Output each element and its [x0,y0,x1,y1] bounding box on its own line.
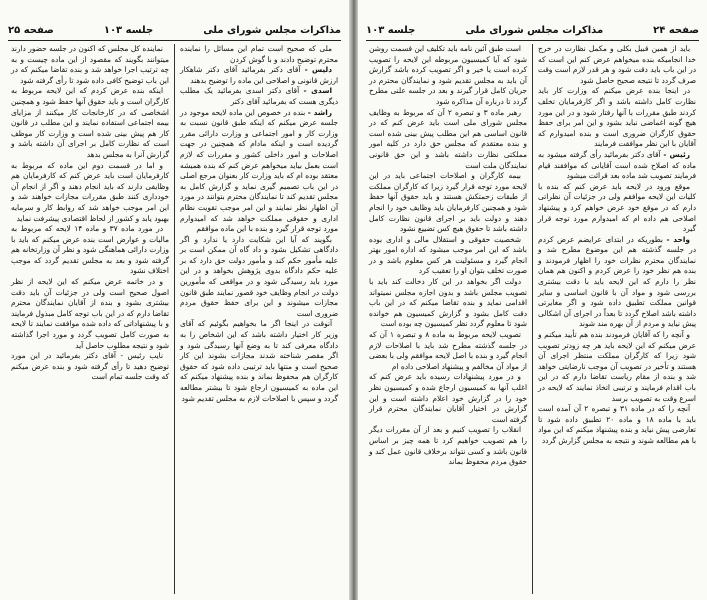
paragraph [538,404,696,446]
left-session-label: جلسه ۱۰۳ [103,24,154,36]
speaker-name: اسدی - [303,86,332,96]
paragraph [538,150,696,182]
paragraph [11,86,169,160]
paragraph-text: نایب رئیس - آقای دکتر بفرمائید در این مورد توضیح دهید تا رأی گرفته شود و بنده عرض میکنم که وقت جلسه تمام است [11,351,169,382]
right-page-columns [366,44,699,594]
paragraph [11,351,169,383]
paragraph [369,330,527,372]
right-column-1 [535,44,699,594]
paragraph [369,108,527,172]
paragraph [11,224,169,277]
paragraph [180,319,338,404]
paragraph-text: ملی که صحیح است تمام این مسائل را نماینده محترم توضیح دادند و با گوش کردن [180,44,338,64]
paragraph-text: آنوقت در اینجا اگر ما بخواهیم بگوئیم که آقای وزیر کار اختیار داشته باشد که این اشخاص را به دادگاه معرفی کند تا به وضع آنها رسیدگی شود و اگر مقصر شناخته شدند مجازات بشوند این کار صحیح است و منتها باید ترتیبی داده شود که حقوق کارگران هم محفوظ بماند و بنده پیشنهاد میکنم که این ماده به کمیسیون ارجاع شود تا بیشتر مطالعه گردد و سپس با اصلاحات لازم به مجلس تقدیم شود [180,319,338,403]
paragraph [538,44,696,86]
paragraph-text: باید از همین قبیل بکلی و مکمل نظارت در خرج خدا انجامیکه بنده میخواهم عرض کنم این است که در این باب باید دقت شود و هر قدر لازم است وقت صرف گردد تا نتیجه صحیح حاصل شود [538,44,696,85]
right-header-rule [366,40,699,41]
paragraph [11,277,169,351]
paragraph-text: موقع ورود در لایحه باید عرض کنم که بنده با کلیات این لایحه موافقم ولی در جزئیات آن نظراتی دارم که در موقع خود عرض خواهم کرد و پیشنهاد اصلاحی هم داده ام که امیدوارم مورد توجه قرار گیرد [538,181,696,234]
column-divider [532,44,533,594]
paragraph [369,277,527,330]
speaker-name: رئیس - [663,149,690,159]
paragraph-text: بنده در خصوص این ماده لایحه موجود در جلسه عرض میکنم که اینکه طبق قانون نسبت به وزارت کار و امور اجتماعی و وزارت دارائی مقرر گردیده است و اینکه مادام که همچنین در جهت اصلاحات و امور داخلی کشور و مقررات که لازم است بعمل بیاید میخواهم عرض کنم که بنده همیشه معتقد بوده ام که باید وزارت کار بعنوان مرجع اصلی در این باب تصمیم گیری نماید و گزارش کامل به مجلس تقدیم کند تا نمایندگان محترم بتوانند در مورد آن اظهار نظر نمایند و این امر موجب تقویت نظام اداری و حقوقی مملکت خواهد شد که امیدوارم مورد توجه قرار گیرد و بنده با این ماده موافقم [180,107,338,234]
paragraph [538,235,696,330]
paragraph-text: و اما در قسمت دوم این ماده که مربوط به کارفرمایان است باید عرض کنم که کارفرمایان هم وظایفی دارند که باید انجام دهند و اگر از انجام آن خودداری کنند طبق مقررات مجازات خواهند شد و این امر موجب خواهد شد که روابط کار و سرمایه بهبود یابد و کشور از لحاظ اقتصادی پیشرفت نماید [11,160,169,223]
paragraph [180,108,338,235]
paragraph [538,86,696,150]
paragraph [180,65,338,86]
paragraph-text: بیمه کارگران و اصلاحات اجتماعی باید در این لایحه مورد توجه قرار گیرد زیرا که کارگران مملکت از طبقات زحمتکش هستند و باید حقوق آنها حفظ شود و همچنین کارفرمایان باید وظایف خود را انجام دهند و دولت باید بر اجرای قانون نظارت کامل داشته باشد تا حقوق هیچ کس تضییع نشود [369,171,527,234]
paragraph-text: و در مورد پیشنهادات رسیده باید عرض کنم که اغلب آنها به کمیسیون ارجاع شده و کمیسیون نظر خود را در گزارش خود اعلام داشته است و این گزارش در اختیار آقایان نمایندگان محترم قرار گرفته است [369,372,527,424]
paragraph-text: در اینجا بنده عرض میکنم که وزارت کار باید نظارت کامل داشته باشد و اگر کارفرمایان تخلف کردند طبق مقررات با آنها رفتار شود و در این مورد هیچ گونه اغماضی نباید بشود و این امر برای حفظ حقوق کارگران ضروری است و بنده امیدوارم که آقایان با این نظر موافقت فرمایند [538,86,696,149]
right-page [358,0,707,600]
paragraph [538,330,696,404]
paragraph-text: بگویند که آیا این شکایت دارد یا ندارد و اگر دادگاهی تشکیل بشود و داد گاه آن ممکن است بر علیه مأمور حکم کند و مأمور دولت حق دارد که بر علیه حکم دادگاه بدوی پژوهش بخواهد و در این مورد باید رسیدگی شود و در مواقعی که مأمورین دولت در انجام وظایف خود قصور نمایند طبق قانون مجازات میشوند و این برای حفظ حقوق مردم ضروری است [180,234,338,318]
right-page-number: صفحه ۲۴ [653,24,699,36]
left-page-header [8,22,341,38]
paragraph [180,44,338,65]
speaker-name: دلیس - [304,65,332,75]
paragraph-text: بطوریکه در ابتدای عرایضم عرض کردم در جلسه گذشته هم این موضوع مطرح شد و نمایندگان محترم نظرات خود را اظهار فرمودند و بنده هم نظر خود را عرض کردم و اکنون هم همان نظر را دارم که این لایحه باید با دقت بیشتری بررسی شود و مواد آن با قانون اساسی و سایر قوانین مملکت تطبیق داده شود و اگر مغایرتی داشته باشد اصلاح گردد تا بعداً در اجرای آن اشکالی پیش نیاید و مردم از آن بهره مند شوند [538,234,696,329]
left-page [0,0,349,600]
paragraph [11,44,169,86]
right-page-header [366,22,699,38]
paragraph [180,86,338,107]
speaker-name: واحد - [666,234,690,244]
paragraph [369,235,527,277]
paragraph [180,235,338,320]
paragraph-text: آنچه را که در ماده ۳۱ و تبصره ۲ آن آمده است باید با ماده ۱۸ و ماده ۲۰ تطبیق داده شود تا تعارضی پیش نیاید و بنده پیشنهاد میکنم که این مواد با هم مطالعه شوند و نتیجه به مجلس گزارش گردد [538,404,696,445]
speaker-name: راشد - [307,107,332,117]
paragraph-text: آقای دکتر بفرمائید آقای دکتر شاهکار ارزش قانونی و اصلاحی این ماده را توضیح بدهند [180,65,338,85]
right-journal-title: مذاکرات مجلس شورای ملی [465,24,604,36]
paragraph-text: رهبر ماده ۳ و تبصره ۲ آن که مربوط به وظایف مجلس شورای ملی است باید عرض کنم که در قانون اساسی هم این مطلب پیش بینی شده است و بنده معتقدم که مجلس حق دارد در کلیه امور مملکتی نظارت داشته باشد و این حق قانونی نمایندگان ملت است [369,107,527,170]
paragraph [369,425,527,467]
paragraph-text: آقای دکتر اسدی بفرمائید یک مطلب دیگری هست که بفرمائید آقای دکتر [180,86,338,106]
paragraph-text: و آنچه را که آقایان فرمودند بنده هم تأیید میکنم و عرض میکنم که این لایحه باید هر چه زودتر تصویب شود زیرا که کارگران مملکت منتظر اجرای آن هستند و تأخیر در تصویب آن موجب نارضایتی خواهد شد و بنده از مقام ریاست تقاضا دارم که در این باب اقدام فرمایند و ترتیبی اتخاذ نمایند که لایحه در اسرع وقت به تصویب برسد [538,330,696,403]
right-session-label: جلسه ۱۰۳ [366,24,416,36]
paragraph-text: در مورد ماده ۳۷ و ماده ۱۴ لایحه که مربوط به مالیات و عوارض است بنده عرض میکنم که باید با وزارت دارائی هماهنگی شود و نظر آن وزارتخانه هم گرفته شود و بعد به مجلس تقدیم گردد که موجب اختلاف نشود [11,224,169,276]
paragraph-text: شخصیت حقوقی و استقلال مالی و اداری بوده باشد که این امر موجب میشود که اداره امور بهتر انجام گیرد و مسئولیت هر کس معلوم باشد و در صورت تخلف بتوان او را تعقیب کرد [369,234,527,276]
paragraph-text: تصویب لایحه مربوط به ماده ۸ و تبصره ۱ آن که در جلسه گذشته مطرح شد باید با اصلاحات لازم انجام گیرد و بنده با اصل لایحه موافقم ولی با بعضی از مواد آن مخالفم و پیشنهاد اصلاحی داده ام [369,330,527,371]
left-column-2 [8,44,172,594]
paragraph-text: دولت اگر بخواهد در این کار دخالت کند باید با تصویب مجلس باشد و بدون اجازه مجلس نمیتواند اقدامی نماید و بنده تقاضا میکنم که در این باب دقت کامل بشود و گزارش کمیسیون هم خوانده شود تا معلوم گردد نظر کمیسیون چه بوده است [369,277,527,329]
left-journal-title: مذاکرات مجلس شورای ملی [203,24,341,36]
left-page-number: صفحه ۲۵ [8,24,54,36]
column-divider [174,44,175,594]
paragraph-text: نماینده کل مجلس که اکنون در جلسه حضور دارند میتوانند بگویند که مقصود از این ماده چیست و به چه ترتیب اجرا خواهد شد و بنده تقاضا میکنم که در این باب توضیح کافی داده شود تا رأی گرفته شود [11,44,169,85]
left-page-columns [8,44,341,594]
paragraph [11,161,169,225]
paragraph-text: انقلاب را تصویب کنیم و بعد از آن مقررات دیگر را هم تصویب خواهیم کرد تا همه چیز بر اساس قانون باشد و کسی نتواند برخلاف قانون عمل کند و حقوق مردم محفوظ بماند [369,425,527,467]
paragraph [538,182,696,235]
paragraph-text: و در خاتمه عرض میکنم که این لایحه از نظر اصول صحیح است ولی در جزئیات آن باید دقت بیشتری بشود و بنده از آقایان نمایندگان محترم تقاضا دارم که در این باب توجه کامل مبذول فرمایند و با پیشنهاداتی که داده شده موافقت نمایند تا لایحه به صورت کامل تصویب گردد و مورد اجرا گذاشته شود و نتیجه مطلوب حاصل آید [11,277,169,350]
book-gutter [349,0,358,600]
paragraph [369,171,527,235]
paragraph [369,372,527,425]
right-column-2 [366,44,530,594]
left-header-rule [8,40,341,41]
paragraph [369,44,527,108]
left-column-1 [177,44,341,594]
paragraph-text: است طبق آئین نامه باید تکلیف این قسمت روشن شود که آیا کمیسیون مربوطه این لایحه را تصویب کرده است یا خیر و اگر تصویب کرده باشد گزارش آن باید به مجلس تقدیم شود و نمایندگان محترم در جریان کامل قرار گیرند و بعد در جلسه علنی مطرح گردد تا درباره آن مذاکره شود [369,44,527,106]
paragraph-text: اینکه بنده عرض کردم که این لایحه مربوط به کارگران است و باید حقوق آنها حفظ شود و همچنین اشخاصی که در کارخانجات کار میکنند از مزایای بیمه اجتماعی استفاده نمایند و این مطلب در قانون کار هم پیش بینی شده است و وزارت کار موظف است که نظارت کامل بر اجرای آن داشته باشد و گزارش آنرا به مجلس بدهد [11,86,169,159]
paragraph-text: آقای دکتر بفرمائید رأی گرفته میشود به ماده که اصلاح شده است آقایانی که موافقند قیام فرمایند تصویب شد ماده بعد قرائت میشود [538,149,696,181]
